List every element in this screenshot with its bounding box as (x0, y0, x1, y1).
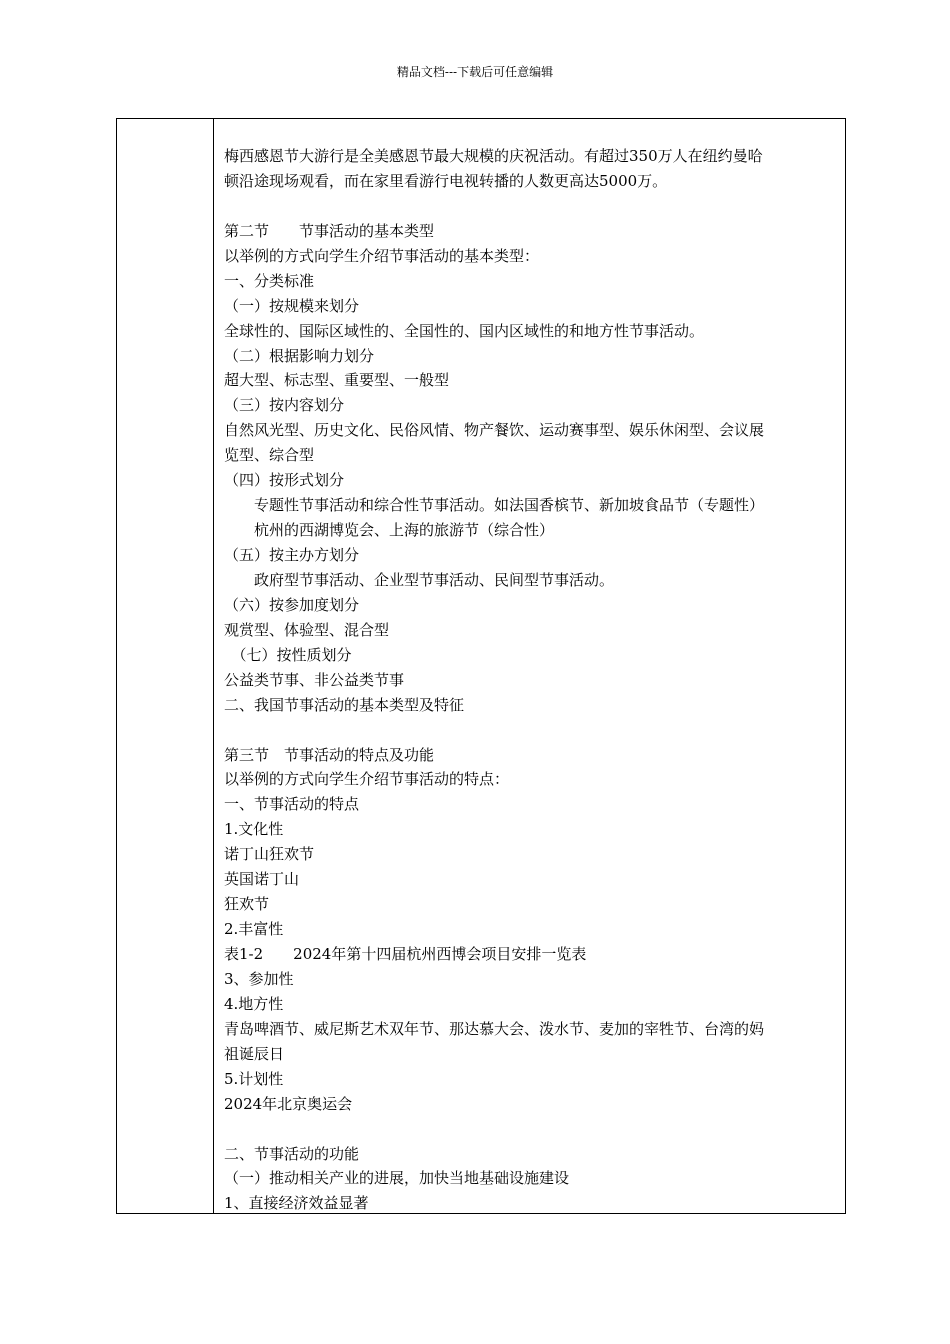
table-content-cell (224, 144, 840, 1216)
text-line: 二、我国节事活动的基本类型及特征 (224, 695, 465, 714)
text-line: 专题性节事活动和综合性节事活动。如法国香槟节、新加坡食品节（专题性） (224, 496, 765, 515)
text-line: 政府型节事活动、企业型节事活动、民间型节事活动。 (224, 570, 615, 589)
text-line: 诺丁山狂欢节 (224, 845, 315, 864)
text-line: 2024年北京奥运会 (224, 1094, 353, 1113)
text-line: 一、分类标准 (224, 271, 315, 290)
text-line: 览型、综合型 (224, 446, 315, 465)
text-line: （四）按形式划分 (224, 471, 345, 490)
text-line: 第二节 节事活动的基本类型 (224, 221, 435, 240)
text-line: 3、参加性 (224, 969, 294, 988)
text-line: （二）根据影响力划分 (224, 346, 375, 365)
text-line: （一）按规模来划分 (224, 296, 360, 315)
text-line: 第三节 节事活动的特点及功能 (224, 745, 435, 764)
text-line: （一）推动相关产业的进展，加快当地基础设施建设 (224, 1169, 570, 1188)
text-line: 杭州的西湖博览会、上海的旅游节（综合性） (224, 521, 555, 540)
blank-line (224, 194, 840, 219)
text-line: 1.文化性 (224, 820, 284, 839)
text-line: （六）按参加度划分 (224, 595, 360, 614)
text-line: 顿沿途现场观看，而在家里看游行电视转播的人数更高达5000万。 (224, 171, 668, 190)
text-line: 5.计划性 (224, 1069, 284, 1088)
text-line: 公益类节事、非公益类节事 (224, 670, 405, 689)
text-line: （三）按内容划分 (224, 396, 345, 415)
page-header: 精品文档---下载后可任意编辑 (396, 65, 554, 79)
text-line: 超大型、标志型、重要型、一般型 (224, 371, 450, 390)
text-line: 全球性的、国际区域性的、全国性的、国内区域性的和地方性节事活动。 (224, 321, 705, 340)
text-line: 一、节事活动的特点 (224, 795, 360, 814)
document-table (116, 118, 846, 1214)
text-line: 梅西感恩节大游行是全美感恩节最大规模的庆祝活动。有超过350万人在纽约曼哈 (224, 147, 763, 165)
text-line: 1、直接经济效益显著 (224, 1194, 369, 1213)
text-line: 狂欢节 (224, 895, 270, 914)
blank-line (224, 1117, 840, 1142)
text-line: 自然风光型、历史文化、民俗风情、物产餐饮、运动赛事型、娱乐休闲型、会议展 (224, 421, 765, 440)
text-line: 英国诺丁山 (224, 870, 300, 889)
text-line: 以举例的方式向学生介绍节事活动的特点： (224, 770, 510, 789)
text-line: 4.地方性 (224, 994, 284, 1013)
blank-line (224, 718, 840, 743)
text-line: 二、节事活动的功能 (224, 1144, 360, 1163)
text-line: 以举例的方式向学生介绍节事活动的基本类型： (224, 246, 540, 265)
column-divider (213, 119, 214, 1213)
text-line: 观赏型、体验型、混合型 (224, 620, 390, 639)
text-line: （五）按主办方划分 (224, 546, 360, 564)
text-line: （七）按性质划分 (224, 645, 352, 664)
text-line: 2.丰富性 (224, 920, 284, 939)
text-line: 表1-2 2024年第十四届杭州西博会项目安排一览表 (224, 945, 587, 963)
text-line: 祖诞辰日 (224, 1044, 285, 1063)
text-line: 青岛啤酒节、威尼斯艺术双年节、那达慕大会、泼水节、麦加的宰牲节、台湾的妈 (224, 1019, 765, 1038)
